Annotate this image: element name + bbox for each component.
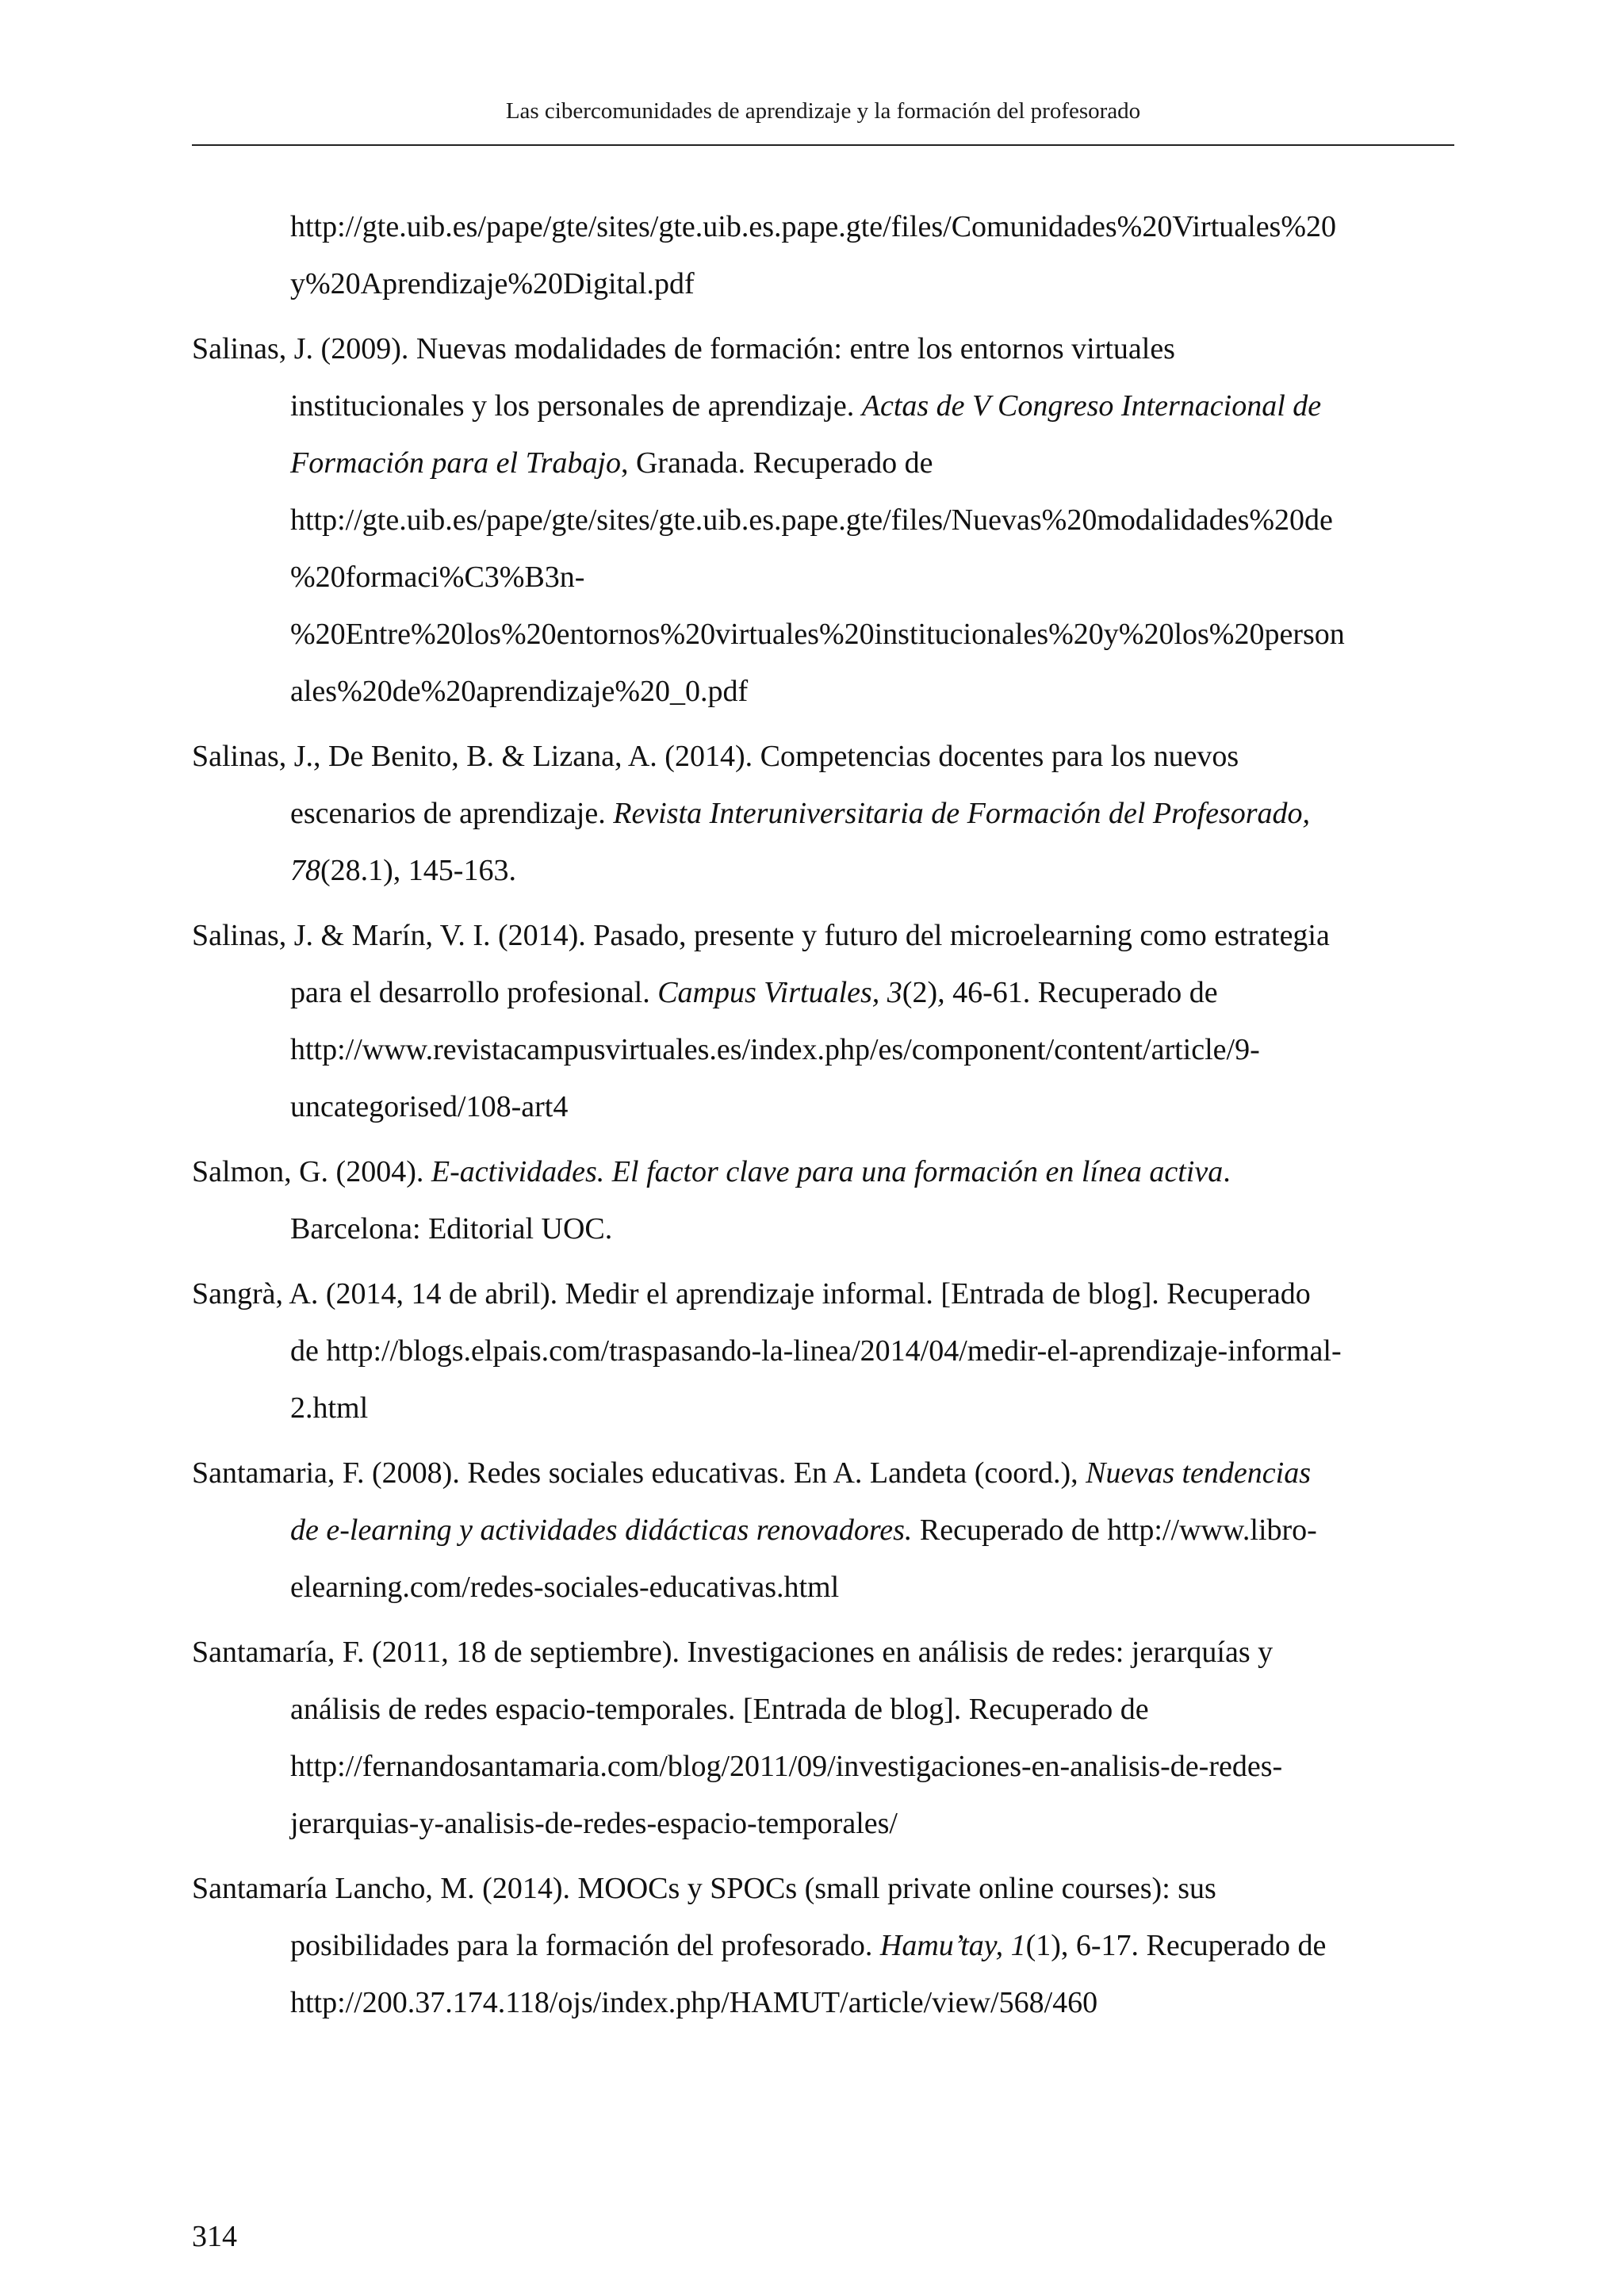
reference-line: Barcelona: Editorial UOC. — [290, 1212, 613, 1246]
reference-line: Salinas, J. (2009). Nuevas modalidades de formación: entre los entornos virtuales — [192, 332, 1175, 365]
reference-line: 2.html — [290, 1391, 369, 1425]
reference-entry — [192, 1143, 1454, 1257]
reference-line: Salinas, J., De Benito, B. & Lizana, A. (2014). Competencias docentes para los nuevos — [192, 740, 1239, 773]
reference-line: de http://blogs.elpais.com/traspasando-la-linea/2014/04/medir-el-aprendizaje-informal- — [290, 1334, 1342, 1368]
reference-line: 78(28.1), 145-163. — [290, 854, 516, 887]
reference-line: Santamaría, F. (2011, 18 de septiembre). Investigaciones en análisis de redes: jerarquías y — [192, 1636, 1274, 1669]
reference-line: Formación para el Trabajo, Granada. Recuperado de — [290, 446, 933, 480]
reference-entry — [192, 198, 1454, 312]
reference-entry — [192, 728, 1454, 899]
reference-line: jerarquias-y-analisis-de-redes-espacio-temporales/ — [290, 1807, 898, 1840]
reference-line: escenarios de aprendizaje. Revista Interuniversitaria de Formación del Profesorado, — [290, 797, 1311, 830]
reference-line: http://fernandosantamaria.com/blog/2011/09/investigaciones-en-analisis-de-redes- — [290, 1750, 1283, 1783]
reference-line: y%20Aprendizaje%20Digital.pdf — [290, 267, 695, 300]
reference-entry — [192, 1860, 1454, 2031]
reference-line: uncategorised/108-art4 — [290, 1090, 569, 1123]
reference-line: Salmon, G. (2004). E-actividades. El factor clave para una formación en línea activa. — [192, 1155, 1231, 1188]
reference-line: de e-learning y actividades didácticas renovadores. Recuperado de http://www.libro- — [290, 1513, 1317, 1547]
header-rule — [192, 144, 1454, 146]
reference-line: %20Entre%20los%20entornos%20virtuales%20institucionales%20y%20los%20person — [290, 618, 1345, 651]
running-header: Las cibercomunidades de aprendizaje y la formación del profesorado — [505, 98, 1141, 124]
reference-line: http://www.revistacampusvirtuales.es/index.php/es/component/content/article/9- — [290, 1033, 1260, 1066]
reference-line: Salinas, J. & Marín, V. I. (2014). Pasado, presente y futuro del microelearning como estrategia — [192, 919, 1330, 952]
reference-entry — [192, 320, 1454, 720]
reference-line: posibilidades para la formación del profesorado. Hamu’tay, 1(1), 6-17. Recuperado de — [290, 1929, 1327, 1962]
reference-entry — [192, 1445, 1454, 1616]
reference-list — [192, 198, 1454, 2031]
reference-line: Santamaria, F. (2008). Redes sociales educativas. En A. Landeta (coord.), Nuevas tendencias — [192, 1456, 1311, 1490]
reference-line: para el desarrollo profesional. Campus Virtuales, 3(2), 46-61. Recuperado de — [290, 976, 1218, 1009]
reference-line: http://gte.uib.es/pape/gte/sites/gte.uib.es.pape.gte/files/Nuevas%20modalidades%20de — [290, 503, 1333, 537]
reference-entry — [192, 907, 1454, 1135]
reference-entry — [192, 1265, 1454, 1437]
page-number: 314 — [192, 2220, 237, 2253]
reference-line: institucionales y los personales de aprendizaje. Actas de V Congreso Internacional de — [290, 389, 1322, 423]
reference-line: http://200.37.174.118/ojs/index.php/HAMUT/article/view/568/460 — [290, 1986, 1098, 2019]
reference-line: Sangrà, A. (2014, 14 de abril). Medir el aprendizaje informal. [Entrada de blog]. Recuperado — [192, 1277, 1311, 1311]
reference-line: %20formaci%C3%B3n- — [290, 561, 585, 594]
reference-line: ales%20de%20aprendizaje%20_0.pdf — [290, 675, 749, 708]
reference-line: elearning.com/redes-sociales-educativas.html — [290, 1571, 840, 1604]
reference-entry — [192, 1624, 1454, 1852]
reference-line: análisis de redes espacio-temporales. [Entrada de blog]. Recuperado de — [290, 1693, 1149, 1726]
reference-line: http://gte.uib.es/pape/gte/sites/gte.uib.es.pape.gte/files/Comunidades%20Virtuales%20 — [290, 210, 1336, 243]
reference-line: Santamaría Lancho, M. (2014). MOOCs y SPOCs (small private online courses): sus — [192, 1872, 1216, 1905]
